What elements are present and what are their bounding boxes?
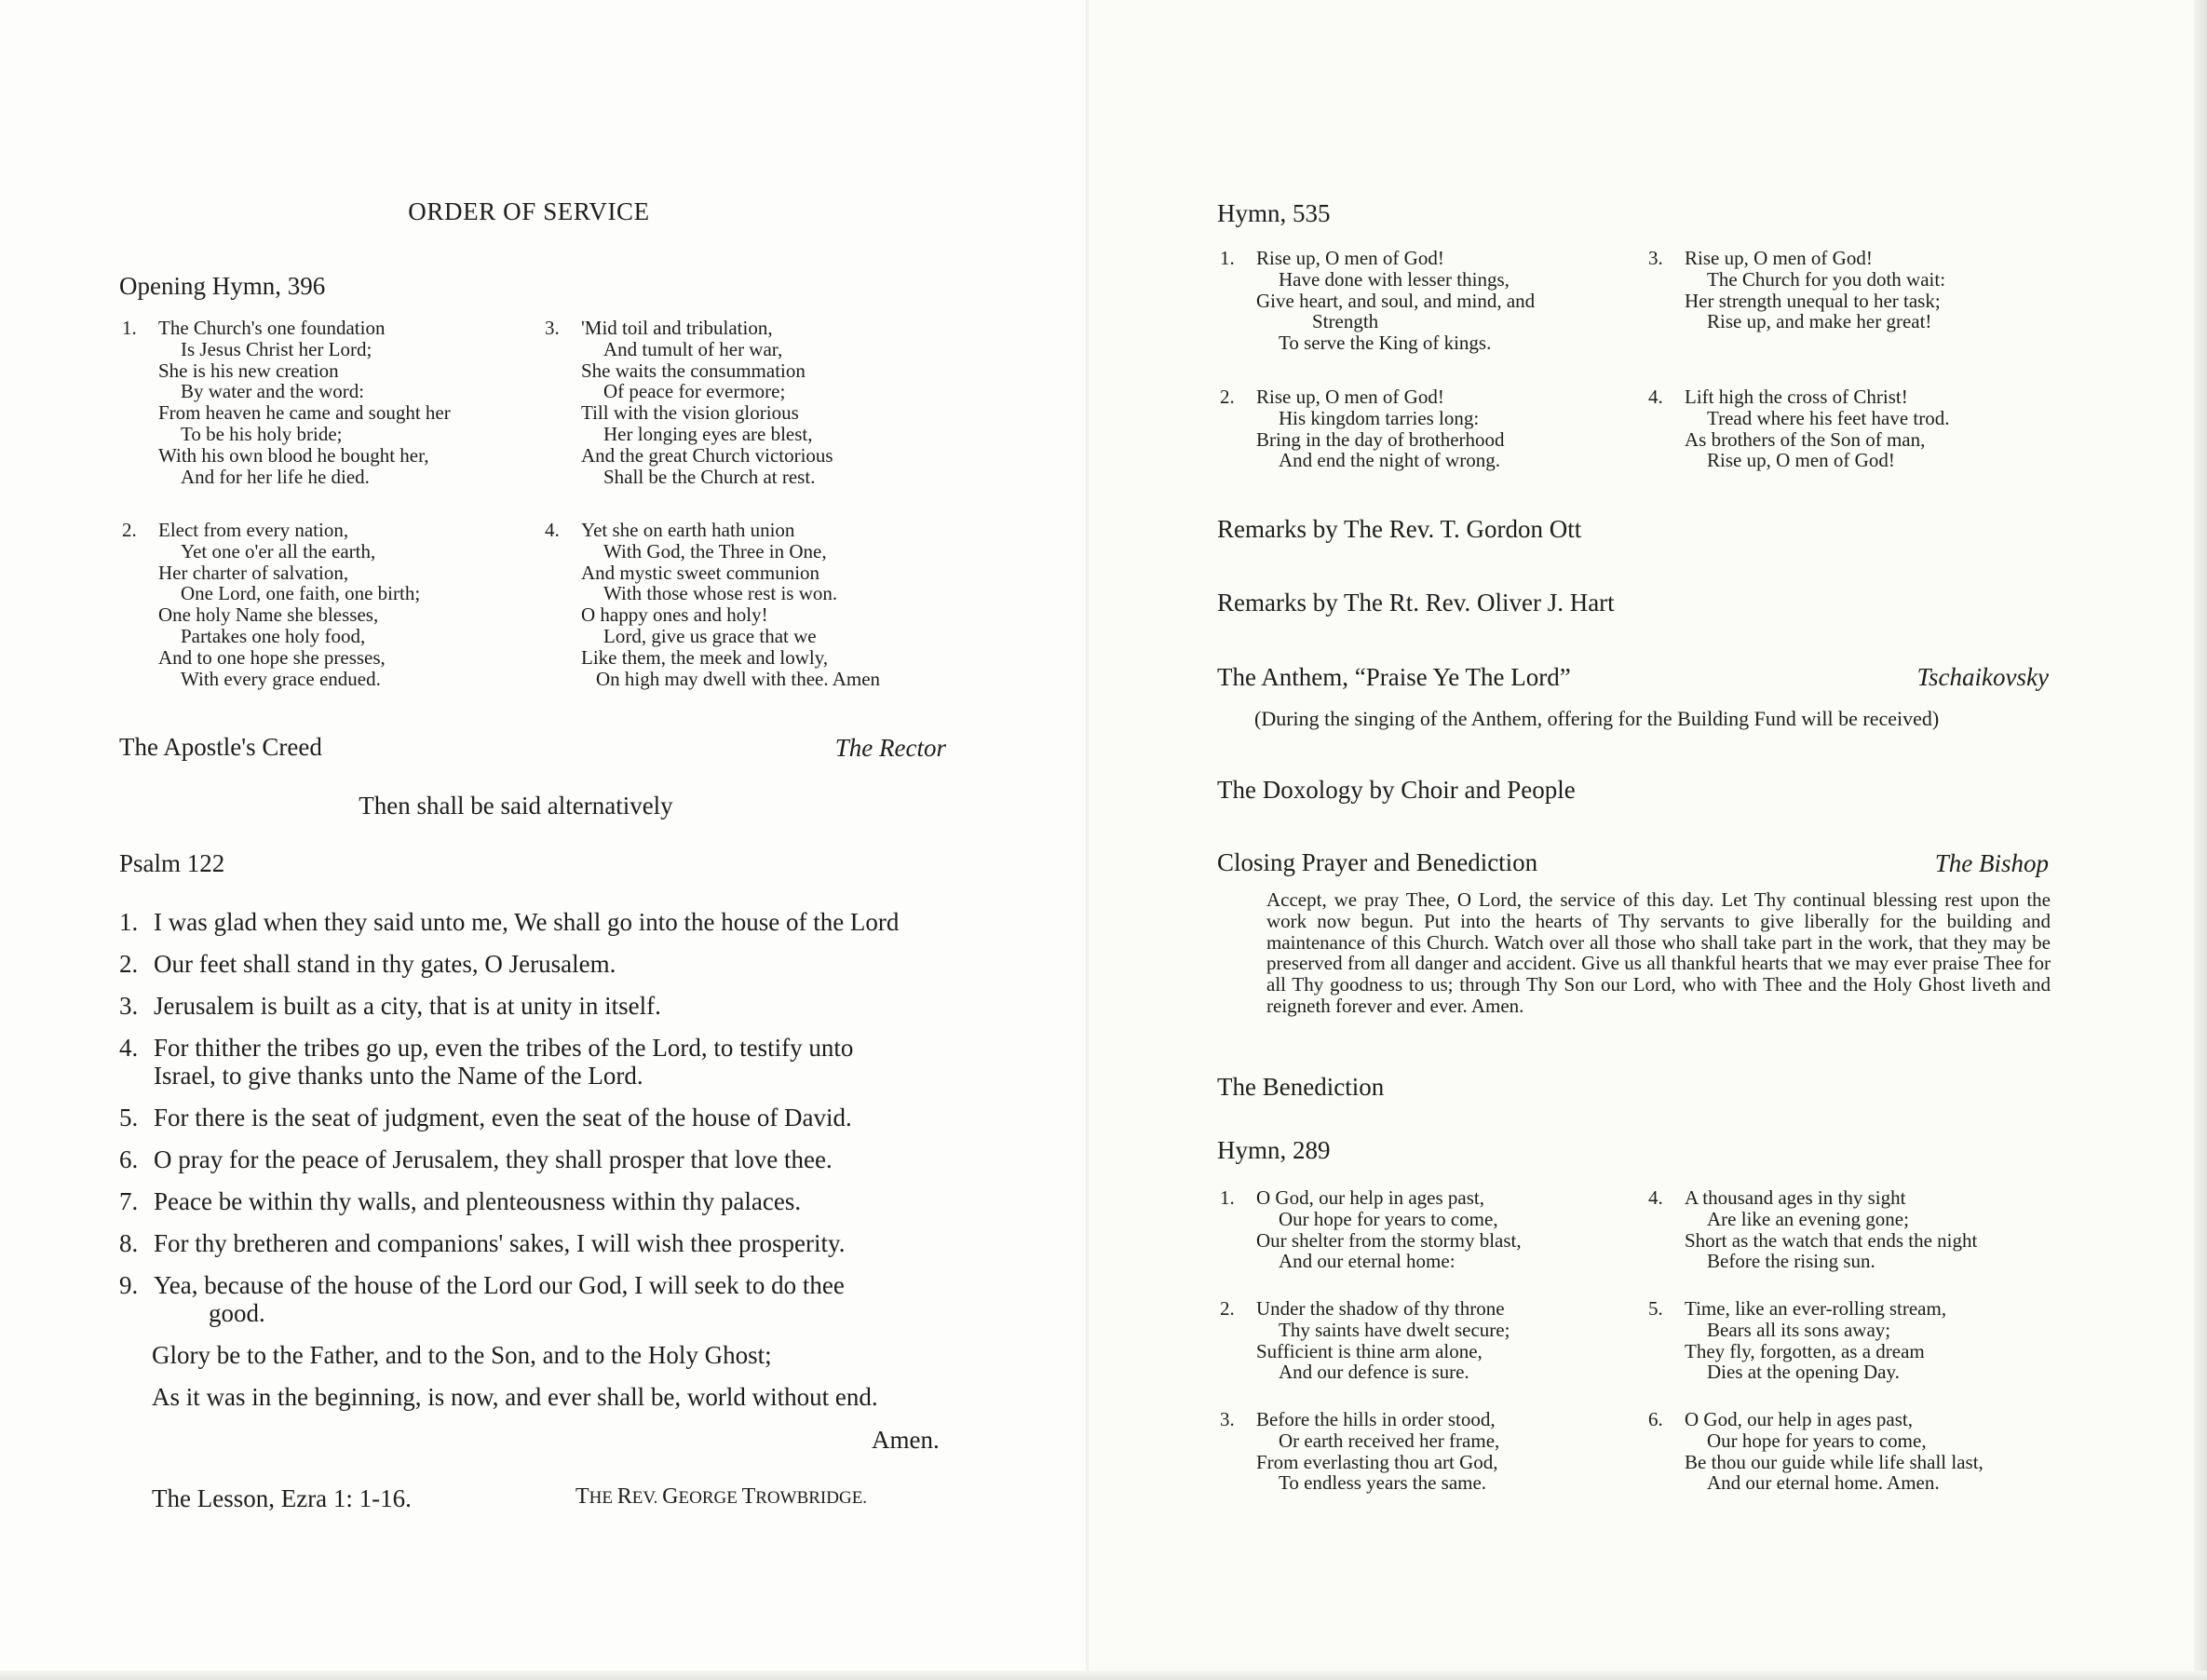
verse-line: To serve the King of kings. [1279,332,1492,355]
verse-line: With his own blood he bought her, [158,443,429,467]
psalm-verse [119,1104,948,1131]
hymn-289-heading: Hymn, 289 [1217,1136,1331,1164]
verse-line: Dies at the opening Day. [1707,1361,1900,1384]
verse-line: O happy ones and holy! [581,603,768,627]
doxology: The Doxology by Choir and People [1217,776,1576,804]
verse-line: Partakes one holy food, [181,624,366,647]
verse-line: With God, the Three in One, [603,539,827,562]
verse-line: From everlasting thou art God, [1256,1450,1498,1473]
verse-line: His kingdom tarries long: [1279,406,1480,429]
verse-line: Rise up, O men of God! [1685,247,1873,269]
verse-line: Rise up, O men of God! [1707,449,1895,472]
psalm-verse-text: For thy bretheren and companions' sakes, I will wish thee prosperity. [154,1229,846,1257]
verse-line: The Church for you doth wait: [1707,267,1946,291]
verse-line: Lord, give us grace that we [603,624,817,647]
psalm-verse-text: Jerusalem is built as a city, that is at unity in itself. [154,992,661,1020]
opening-hymn-heading: Opening Hymn, 396 [119,272,326,300]
verse-line: Bears all its sons away; [1707,1318,1891,1341]
psalm-verse-number: 5. [119,1104,139,1131]
verse-line: Rise up, O men of God! [1256,247,1444,269]
psalm-verse-number: 9. [119,1271,139,1299]
psalm-verse-number: 6. [119,1145,139,1173]
psalm-verse [119,1187,948,1215]
psalm-verse-text: Peace be within thy walls, and plenteousness within thy palaces. [154,1187,802,1215]
verse-line: On high may dwell with thee. Amen [596,667,881,690]
psalm-verse-number: 4. [119,1034,139,1062]
verse-number: 2. [1220,386,1235,408]
anthem-label: The Anthem, “Praise Ye The Lord” [1217,663,1571,691]
closing-prayer-text: Accept, we pray Thee, O Lord, the service of this day. Let Thy continual blessing rest upon the work now begun. Put into the hearts of Thy servants to give liberally for the building and maintenance of this Church. Watch over all those who shall take part in the work, that they may be preserved from all danger and accident. Give us all thankful hearts that we may ever praise Thee for all Thy goodness to us; through Thy Son our Lord, who with Thee and the Holy Ghost liveth and reigneth forever and ever. Amen. [1266,888,2051,1017]
psalm-verse-text: Our feet shall stand in thy gates, O Jerusalem. [154,950,616,978]
verse-number: 5. [1648,1297,1663,1320]
closing-prayer-label: Closing Prayer and Benediction [1217,848,1538,876]
verse-line: Rise up, O men of God! [1256,386,1444,408]
remarks-ott: Remarks by The Rev. T. Gordon Ott [1217,515,1582,543]
verse-line: One Lord, one faith, one birth; [181,582,421,605]
lesson-reader-part: HE [589,1488,617,1508]
verse-line: To be his holy bride; [181,422,343,445]
psalm-verse-number: 1. [119,908,139,936]
psalm-verse-text: Yea, because of the house of the Lord our God, I will seek to do thee [154,1271,845,1299]
verse-line: They fly, forgotten, as a dream [1685,1339,1925,1362]
psalm-verse [119,1145,948,1173]
benediction: The Benediction [1217,1073,1385,1101]
verse-line: Elect from every nation, [158,519,349,541]
psalm-verse [119,992,948,1020]
psalm-verse-number: 7. [119,1187,139,1215]
verse-line: Strength [1312,310,1379,333]
verse-number: 2. [1220,1297,1235,1320]
verse-line: And the great Church victorious [581,443,833,467]
verse-number: 3. [545,317,560,339]
lesson-reader-part: G [662,1484,679,1509]
verse-number: 3. [1648,247,1663,269]
paper-edge-right [2194,0,2207,1680]
verse-line: She is his new creation [158,359,339,382]
verse-line: To endless years the same. [1279,1471,1487,1495]
verse-number: 6. [1648,1408,1663,1430]
psalm-verse [119,1271,948,1327]
verse-line: A thousand ages in thy sight [1685,1186,1906,1209]
verse-line: And to one hope she presses, [158,645,386,669]
verse-line: Her charter of salvation, [158,561,349,584]
verse-line: Like them, the meek and lowly, [581,645,829,669]
verse-line: One holy Name she blesses, [158,603,379,627]
psalm-verse-number: 2. [119,950,139,978]
verse-line: Or earth received her frame, [1279,1429,1500,1452]
verse-line: Before the hills in order stood, [1256,1408,1496,1430]
lesson-reader-part: EV. [631,1488,663,1508]
verse-line: And our defence is sure. [1279,1361,1469,1384]
verse-line: The Church's one foundation [158,317,386,339]
lesson-reader-part: T [741,1484,756,1509]
verse-line: Sufficient is thine arm alone, [1256,1339,1483,1362]
verse-line: Lift high the cross of Christ! [1685,386,1908,408]
creed-label: The Apostle's Creed [119,733,322,761]
lesson-label: The Lesson, Ezra 1: 1-16. [152,1484,412,1512]
verse-line: Have done with lesser things, [1279,267,1510,291]
verse-line: And our eternal home: [1279,1250,1456,1273]
verse-line: Short as the watch that ends the night [1685,1228,1978,1252]
verse-line: Her longing eyes are blest, [603,422,813,445]
paper-edge-bottom [0,1671,2207,1680]
verse-line: O God, our help in ages past, [1256,1186,1484,1209]
verse-line: And for her life he died. [181,465,370,488]
verse-line: Give heart, and soul, and mind, and [1256,289,1536,312]
lesson-reader-part: R [616,1484,632,1509]
verse-line: Is Jesus Christ her Lord; [181,337,372,360]
psalm-verse-number: 3. [119,992,139,1020]
verse-line: Our hope for years to come, [1707,1429,1927,1452]
verse-line: Under the shadow of thy throne [1256,1297,1505,1320]
anthem-composer: Tschaikovsky [1916,663,2049,691]
verse-line: Be thou our guide while life shall last, [1685,1450,1984,1473]
verse-line: From heaven he came and sought her [158,401,451,425]
alternatively-rubric: Then shall be said alternatively [359,792,673,820]
verse-line: And end the night of wrong. [1279,449,1500,472]
verse-number: 2. [122,519,137,541]
verse-line: Are like an evening gone; [1707,1207,1909,1230]
anthem-note: (During the singing of the Anthem, offering for the Building Fund will be received) [1254,707,1940,730]
psalm-verse [119,1229,948,1257]
verse-line: Our hope for years to come, [1279,1207,1498,1230]
verse-line: She waits the consummation [581,359,806,382]
hymn-535-heading: Hymn, 535 [1217,199,1331,227]
verse-number: 4. [545,519,560,541]
verse-line: Time, like an ever-rolling stream, [1685,1297,1947,1320]
verse-line: And tumult of her war, [603,337,783,360]
verse-line: Yet she on earth hath union [581,519,795,541]
verse-line: Tread where his feet have trod. [1707,406,1950,429]
psalm-verse-text: For there is the seat of judgment, even the seat of the house of David. [154,1104,852,1131]
psalm-verse [119,950,948,978]
creed-officiant: The Rector [834,734,946,762]
verse-line: Bring in the day of brotherhood [1256,427,1505,451]
psalm-verse-text: I was glad when they said unto me, We shall go into the house of the Lord [154,908,900,936]
verse-line: 'Mid toil and tribulation, [581,317,773,339]
psalm-verse-text-continued: Israel, to give thanks unto the Name of the Lord. [154,1062,643,1090]
verse-line: Rise up, and make her great! [1707,310,1932,333]
lesson-reader-part: EORGE [678,1488,742,1508]
verse-number: 4. [1648,1186,1663,1209]
psalm-verse [119,1034,948,1090]
verse-line: With those whose rest is won. [603,582,838,605]
verse-line: Thy saints have dwelt secure; [1279,1318,1510,1341]
verse-number: 3. [1220,1408,1235,1430]
verse-line: And our eternal home. Amen. [1707,1471,1940,1495]
gloria-line-1: Glory be to the Father, and to the Son, and to the Holy Ghost; [152,1341,772,1369]
psalm-heading: Psalm 122 [119,849,225,877]
verse-line: Our shelter from the stormy blast, [1256,1228,1522,1252]
verse-line: By water and the word: [181,380,365,403]
verse-line: O God, our help in ages past, [1685,1408,1913,1430]
verse-number: 4. [1648,386,1663,408]
psalm-verse-text: O pray for the peace of Jerusalem, they shall prosper that love thee. [154,1145,833,1173]
verse-number: 1. [1220,247,1235,269]
psalm-verse-text: For thither the tribes go up, even the tribes of the Lord, to testify unto [154,1034,854,1062]
verse-line: With every grace endued. [181,667,381,690]
page-title: ORDER OF SERVICE [408,197,650,225]
verse-line: Her strength unequal to her task; [1685,289,1941,312]
verse-line: Yet one o'er all the earth, [181,539,376,562]
verse-number: 1. [122,317,137,339]
gloria-line-2: As it was in the beginning, is now, and ever shall be, world without end. [152,1383,878,1411]
psalm-verse [119,908,948,936]
verse-number: 1. [1220,1186,1235,1209]
psalm-verse-number: 8. [119,1229,139,1257]
remarks-hart: Remarks by The Rt. Rev. Oliver J. Hart [1217,589,1615,616]
closing-prayer-officiant: The Bishop [1934,849,2049,877]
verse-line: As brothers of the Son of man, [1685,427,1926,451]
lesson-reader-part: ROWBRIDGE. [755,1488,868,1508]
verse-line: Shall be the Church at rest. [603,465,816,488]
psalm-amen: Amen. [872,1426,940,1454]
lesson-reader-part: T [575,1484,589,1509]
center-fold [1086,0,1089,1680]
lesson-reader [575,1484,867,1510]
verse-line: Of peace for evermore; [603,380,786,403]
verse-line: Till with the vision glorious [581,401,799,425]
verse-line: Before the rising sun. [1707,1250,1875,1273]
verse-line: And mystic sweet communion [581,561,820,584]
psalm-verse-text-continued: good. [209,1299,265,1327]
